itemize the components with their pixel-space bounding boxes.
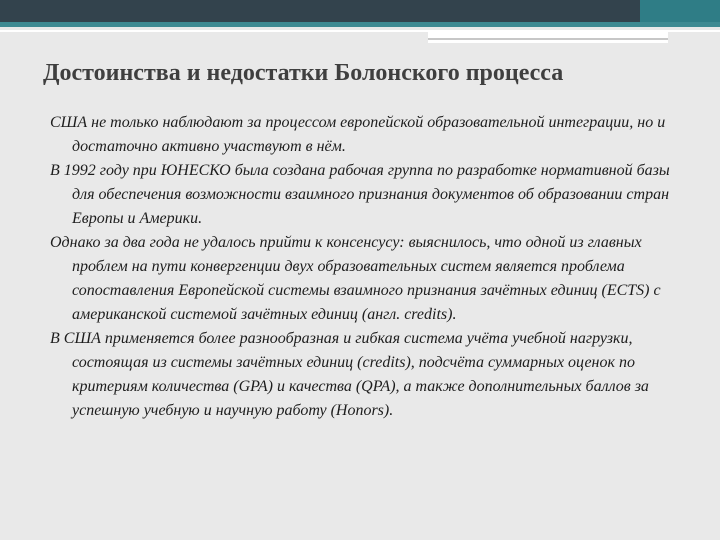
header-tab-line xyxy=(428,38,668,40)
slide-body xyxy=(50,111,690,423)
header-accent-stripe xyxy=(0,22,720,27)
paragraph-1: США не только наблюдают за процессом европейской образовательной интеграции, но и достаточно активно участвуют в нём. xyxy=(50,114,666,155)
paragraph-4: В США применяется более разнообразная и гибкая система учёта учебной нагрузки, состоящая из системы зачётных единиц (credits), подсчёта суммарных оценок по критериям количества (GPA) и качества (QPA), а также дополнительных баллов за успешную учебную и научную работу (Honors). xyxy=(50,330,649,419)
paragraph-2: В 1992 году при ЮНЕСКО была создана рабочая группа по разработке нормативной базы для обеспечения возможности взаимного признания документов об образовании стран Европы и Америки. xyxy=(50,162,670,227)
header-tab xyxy=(428,30,668,43)
paragraph-3: Однако за два года не удалось прийти к консенсусу: выяснилось, что одной из главных проблем на пути конвергенции двух образовательных систем является проблема сопоставления Европейской системы взаимного признания зачётных единиц (ECTS) с американской системой зачётных единиц (англ. credits). xyxy=(50,234,661,323)
slide-title: Достоинства и недостатки Болонского процесса xyxy=(43,60,564,86)
header-bar xyxy=(0,0,720,22)
